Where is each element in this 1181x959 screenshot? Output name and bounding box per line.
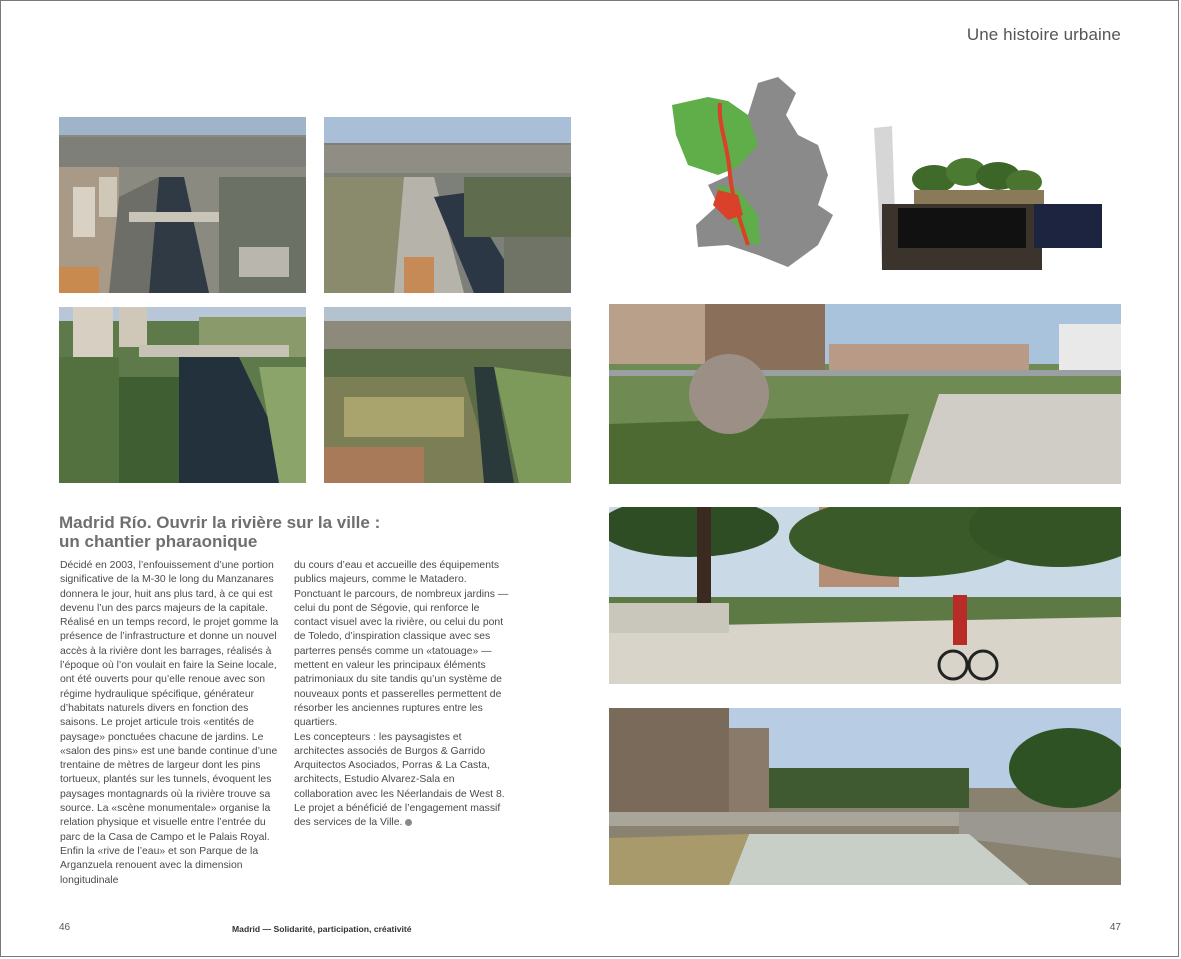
aerial-river-bridge-photo — [59, 117, 306, 293]
headline-line-2: un chantier pharaonique — [59, 532, 258, 551]
running-title: Madrid — Solidarité, participation, créativité — [232, 924, 412, 934]
article-paragraph: du cours d’eau et accueille des équipements publics majeurs, comme le Matadero. Ponctuant le parcours, de nombreux jardins — celui du pont de Ségovie, qui renforce le contact visuel avec la rivière, ou celui du pont de Toledo, d’inspiration classique avec ses parterres pensés comme un «tatouage» — mettent en valeur les principaux éléments patrimoniaux du site tandis qu’un système de nouveaux ponts et passerelles permettent de résorber les anciennes ruptures entre les quartiers. — [294, 560, 509, 729]
headline-line-1: Madrid Río. Ouvrir la rivière sur la ville : — [59, 513, 381, 532]
article-column-1 — [60, 559, 280, 888]
aerial-park-river-photo — [59, 307, 306, 483]
article-column-2 — [294, 559, 514, 831]
aerial-highway-photo — [324, 117, 571, 293]
section-title: Une histoire urbaine — [966, 25, 1121, 44]
end-mark-icon — [405, 819, 412, 826]
tunnel-section-diagram — [874, 124, 1104, 272]
page-number-right: 47 — [1109, 922, 1121, 933]
park-promenade-photo — [609, 304, 1121, 484]
credits-paragraph: Les concepteurs : les paysagistes et architectes associés de Burgos & Garrido Arquitectos Asociados, Porras & La Casta, architects, Estudio Alvarez-Sala en collaboration avec les Néerlandais de West 8. Le projet a bénéficié de l’engagement massif des services de la Ville. — [294, 731, 505, 829]
page-number-left: 46 — [59, 922, 71, 933]
article-headline — [59, 513, 389, 551]
river-banks-photo — [609, 708, 1121, 885]
article-paragraph: Décidé en 2003, l’enfouissement d’une portion significative de la M-30 le long du Manzanares donnera le jour, huit ans plus tard, à ce qui est devenu l’un des parcs majeurs de la capitale. Réalisé en un temps record, le projet gomme la présence de l’infrastructure et donne un nouvel accès à la rivière dont les barrages, réalisés à l’époque où l’on voulait en faire la Seine locale, ont été ouverts pour qu’elle renoue avec son régime hydraulique spécifique, générateur d’habitats naturels divers en fonction des saisons. Le projet articule trois «entités de paysage» ponctuées chacune de jardins. Le «salon des pins» est une bande continue d’une trentaine de mètres de largeur dont les pins tortueux, plantés sur les tunnels, évoquent les paysages montagnards où la rivière trouve sa source. La «scène monumentale» organise la relation physique et visuelle entre l’entrée du parc de la Casa de Campo et le Palais Royal. Enfin la «rive de l’eau» et son Parque de la Arganzuela renouent avec la dimension longitudinale — [60, 560, 279, 886]
aerial-park-gardens-photo — [324, 307, 571, 483]
madrid-map-diagram — [668, 75, 836, 271]
pine-salon-cyclists-photo — [609, 507, 1121, 684]
